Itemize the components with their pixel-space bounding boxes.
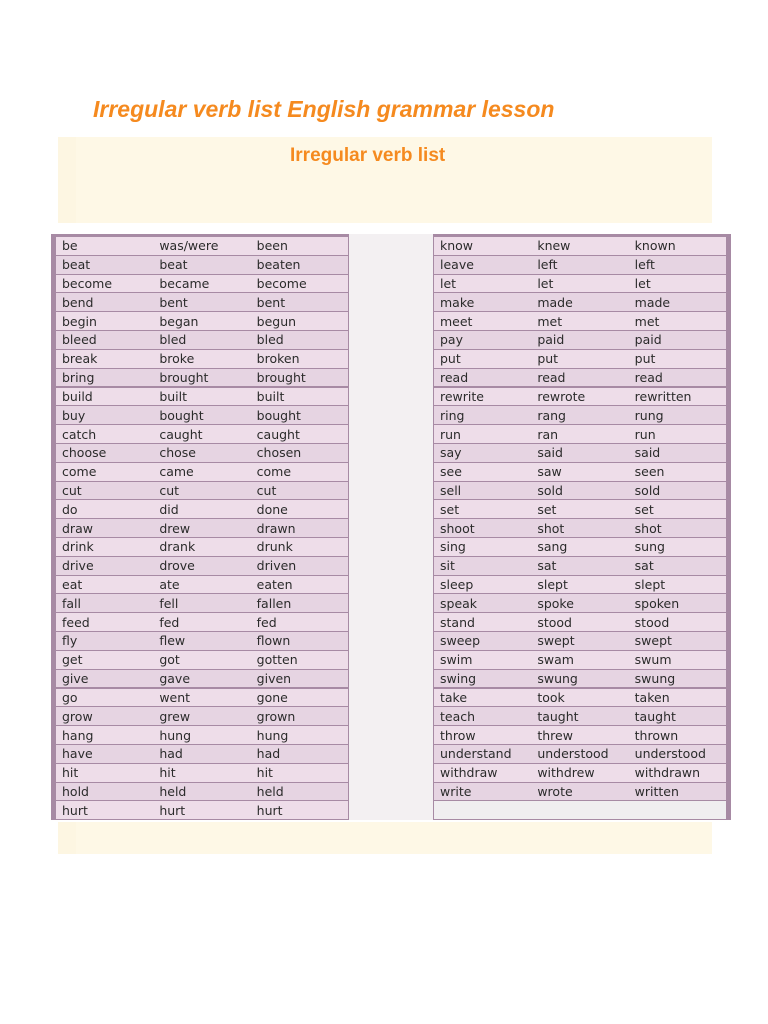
verb-row [434,406,726,424]
past-simple-cell: drank [159,539,196,555]
past-simple-cell: left [537,257,558,273]
base-form-cell: draw [62,520,93,536]
verb-row [434,482,726,500]
past-participle-cell: begun [256,313,297,329]
base-form-cell: let [440,276,457,292]
base-form-cell: hit [62,765,79,781]
past-participle-cell: rewritten [634,388,692,404]
past-simple-cell: fed [159,614,180,630]
past-participle-cell: cut [256,482,277,498]
verb-row [56,500,348,518]
base-form-cell: leave [440,257,474,273]
past-simple-cell: hurt [159,802,186,818]
base-form-cell: go [62,689,78,705]
base-form-cell: sing [440,539,466,555]
verb-row [56,632,348,650]
base-form-cell: drive [62,558,94,574]
verb-row [434,783,726,801]
verb-row [434,500,726,518]
base-form-cell: buy [62,407,86,423]
past-participle-cell: put [634,351,656,367]
base-form-cell: fall [62,595,82,611]
past-participle-cell: left [634,257,655,273]
past-simple-cell: caught [159,426,203,442]
verb-row [434,632,726,650]
verb-row [56,764,348,782]
past-simple-cell: spoke [537,595,574,611]
base-form-cell: give [62,671,89,687]
past-participle-cell: sold [634,482,661,498]
base-form-cell: be [62,238,78,254]
base-form-cell: hurt [62,802,88,818]
past-simple-cell: ran [537,426,559,442]
past-simple-cell: bled [159,332,187,348]
verb-row [434,745,726,763]
base-form-cell: ring [440,407,465,423]
base-form-cell: stand [440,614,475,630]
past-participle-cell: fed [256,614,277,630]
past-participle-cell: set [634,501,654,517]
past-simple-cell: bought [159,407,204,423]
past-simple-cell: ate [159,577,180,593]
base-form-cell: say [440,445,462,461]
base-form-cell: rewrite [440,388,484,404]
past-participle-cell: swept [634,633,672,649]
past-participle-cell: drunk [256,539,293,555]
verb-row [56,707,348,725]
past-participle-cell: stood [634,614,670,630]
past-participle-cell: had [256,746,281,762]
past-simple-cell: took [537,689,565,705]
base-form-cell: begin [62,313,97,329]
past-participle-cell: said [634,445,661,461]
past-participle-cell: held [256,783,284,799]
base-form-cell: build [62,388,93,404]
base-form-cell: feed [62,614,90,630]
verb-row [56,519,348,537]
verb-row [56,538,348,556]
past-simple-cell: swung [537,671,578,687]
past-simple-cell: paid [537,332,565,348]
past-simple-cell: flew [159,633,186,649]
past-simple-cell: wrote [537,783,573,799]
base-form-cell: come [62,464,97,480]
verb-row [434,519,726,537]
base-form-cell: teach [440,708,476,724]
past-simple-cell: taught [537,708,579,724]
past-simple-cell: cut [159,482,180,498]
verb-row [434,256,726,274]
base-form-cell: sell [440,482,462,498]
past-simple-cell: bent [159,294,188,310]
past-participle-cell: let [634,276,651,292]
base-form-cell: withdraw [440,765,498,781]
base-form-cell: cut [62,482,82,498]
past-participle-cell: bought [256,407,301,423]
past-participle-cell: gone [256,689,288,705]
verb-row [434,651,726,669]
past-simple-cell: stood [537,614,572,630]
past-participle-cell: bent [256,294,286,310]
verb-row [56,312,348,330]
verb-row [56,406,348,424]
past-simple-cell: made [537,294,573,310]
past-participle-cell: withdrawn [634,765,701,781]
past-participle-cell: seen [634,464,665,480]
past-simple-cell: sat [537,558,557,574]
verb-row [434,801,726,819]
past-participle-cell: understood [634,746,706,762]
past-participle-cell: paid [634,332,662,348]
past-simple-cell: shot [537,520,565,536]
past-simple-cell: held [159,783,187,799]
verb-row [434,538,726,556]
base-form-cell: choose [62,445,107,461]
past-simple-cell: went [159,689,191,705]
past-simple-cell: broke [159,351,195,367]
past-simple-cell: set [537,501,557,517]
past-simple-cell: knew [537,238,571,254]
verb-row [434,237,726,255]
base-form-cell: sleep [440,577,474,593]
past-participle-cell: written [634,783,679,799]
base-form-cell: write [440,783,472,799]
base-form-cell: read [440,370,469,386]
past-simple-cell: had [159,746,183,762]
verb-row [434,463,726,481]
base-form-cell: grow [62,708,93,724]
verb-row [56,783,348,801]
past-participle-cell: rung [634,407,664,423]
verb-row [56,594,348,612]
verb-row [56,576,348,594]
past-participle-cell: driven [256,558,297,574]
past-participle-cell: spoken [634,595,680,611]
past-simple-cell: grew [159,708,191,724]
past-participle-cell: hurt [256,802,283,818]
past-participle-cell: bled [256,332,284,348]
past-participle-cell: fallen [256,595,292,611]
verb-row [56,482,348,500]
footer-box [58,822,712,854]
past-simple-cell: became [159,276,210,292]
base-form-cell: make [440,294,475,310]
section-title: Irregular verb list [290,145,446,166]
past-simple-cell: brought [159,370,209,386]
past-simple-cell: hit [159,765,176,781]
verb-row [434,707,726,725]
verb-row [434,425,726,443]
base-form-cell: throw [440,727,476,743]
verb-row [434,576,726,594]
verb-row [56,613,348,631]
past-simple-cell: rewrote [537,388,586,404]
past-participle-cell: brought [256,370,306,386]
past-participle-cell: broken [256,351,300,367]
past-participle-cell: slept [634,577,666,593]
past-simple-cell: withdrew [537,765,595,781]
base-form-cell: set [440,501,460,517]
verb-row [56,388,348,406]
verb-row [434,557,726,575]
past-simple-cell: sang [537,539,568,555]
past-simple-cell: rang [537,407,566,423]
column-gap [349,234,433,820]
past-simple-cell: said [537,445,563,461]
base-form-cell: bleed [62,332,97,348]
past-participle-cell: been [256,238,288,254]
past-participle-cell: sung [634,539,665,555]
base-form-cell: do [62,501,78,517]
past-simple-cell: swam [537,652,574,668]
verb-row [434,369,726,387]
past-simple-cell: built [159,388,188,404]
base-form-cell: put [440,351,461,367]
past-participle-cell: swung [634,671,676,687]
past-participle-cell: hung [256,727,289,743]
past-simple-cell: threw [537,727,573,743]
past-simple-cell: drove [159,558,195,574]
base-form-cell: beat [62,257,91,273]
verb-row [434,613,726,631]
past-simple-cell: saw [537,464,562,480]
past-simple-cell: slept [537,577,568,593]
past-simple-cell: was/were [159,238,219,254]
verb-row [434,670,726,688]
past-participle-cell: drawn [256,520,296,536]
base-form-cell: know [440,238,474,254]
verb-row [56,689,348,707]
base-form-cell: sweep [440,633,481,649]
past-participle-cell: eaten [256,577,293,593]
verb-column-right [434,237,726,820]
verb-row [56,425,348,443]
base-form-cell: understand [440,746,512,762]
past-simple-cell: met [537,313,563,329]
past-participle-cell: given [256,671,292,687]
past-participle-cell: known [634,238,676,254]
base-form-cell: bring [62,370,95,386]
verb-row [56,557,348,575]
past-simple-cell: began [159,313,199,329]
past-simple-cell: did [159,501,179,517]
base-form-cell: fly [62,633,78,649]
past-participle-cell: read [634,370,663,386]
base-form-cell: become [62,276,113,292]
base-form-cell: get [62,652,83,668]
verb-row [56,331,348,349]
past-simple-cell: put [537,351,559,367]
base-form-cell: have [62,746,93,762]
verb-row [56,745,348,763]
verb-row [56,293,348,311]
past-simple-cell: hung [159,727,192,743]
past-participle-cell: taken [634,689,670,705]
base-form-cell: sit [440,558,455,574]
base-form-cell: meet [440,313,473,329]
base-form-cell: pay [440,332,463,348]
page-title: Irregular verb list English grammar lesson [93,96,555,122]
verb-row [56,237,348,255]
verb-row [434,350,726,368]
verb-row [434,594,726,612]
past-participle-cell: swum [634,652,672,668]
verb-row [434,689,726,707]
base-form-cell: break [62,351,98,367]
verb-row [434,444,726,462]
base-form-cell: run [440,426,461,442]
base-form-cell: hold [62,783,89,799]
past-participle-cell: come [256,464,292,480]
past-participle-cell: done [256,501,288,517]
past-participle-cell: built [256,388,285,404]
past-participle-cell: hit [256,765,273,781]
past-simple-cell: read [537,370,566,386]
past-participle-cell: taught [634,708,676,724]
verb-column-left [56,237,348,820]
verb-row [434,764,726,782]
base-form-cell: catch [62,426,97,442]
past-participle-cell: made [634,294,671,310]
past-participle-cell: chosen [256,445,302,461]
past-simple-cell: let [537,276,554,292]
verb-row [434,331,726,349]
past-participle-cell: grown [256,708,296,724]
verb-row [56,670,348,688]
verb-table [51,234,731,820]
past-simple-cell: fell [159,595,179,611]
base-form-cell: speak [440,595,478,611]
verb-row [56,463,348,481]
base-form-cell: eat [62,577,83,593]
verb-row [434,388,726,406]
base-form-cell: see [440,464,462,480]
past-simple-cell: got [159,652,180,668]
verb-row [434,293,726,311]
past-simple-cell: chose [159,445,196,461]
verb-row [56,726,348,744]
past-participle-cell: flown [256,633,291,649]
verb-row [434,312,726,330]
past-simple-cell: came [159,464,194,480]
past-simple-cell: gave [159,671,191,687]
past-simple-cell: understood [537,746,609,762]
base-form-cell: swim [440,652,473,668]
verb-row [56,369,348,387]
verb-row [434,726,726,744]
past-participle-cell: caught [256,426,300,442]
verb-row [434,275,726,293]
verb-row [56,801,348,819]
past-participle-cell: beaten [256,257,301,273]
past-participle-cell: thrown [634,727,679,743]
base-form-cell: take [440,689,468,705]
base-form-cell: bend [62,294,94,310]
past-simple-cell: swept [537,633,575,649]
verb-row [56,350,348,368]
verb-row [56,275,348,293]
base-form-cell: drink [62,539,94,555]
base-form-cell: shoot [440,520,475,536]
base-form-cell: swing [440,671,477,687]
verb-row [56,444,348,462]
base-form-cell: hang [62,727,94,743]
past-participle-cell: met [634,313,660,329]
past-participle-cell: shot [634,520,662,536]
past-participle-cell: become [256,276,307,292]
past-participle-cell: run [634,426,656,442]
past-simple-cell: beat [159,257,188,273]
verb-row [56,256,348,274]
past-simple-cell: drew [159,520,191,536]
past-simple-cell: sold [537,482,563,498]
past-participle-cell: gotten [256,652,298,668]
verb-row [56,651,348,669]
past-participle-cell: sat [634,558,654,574]
